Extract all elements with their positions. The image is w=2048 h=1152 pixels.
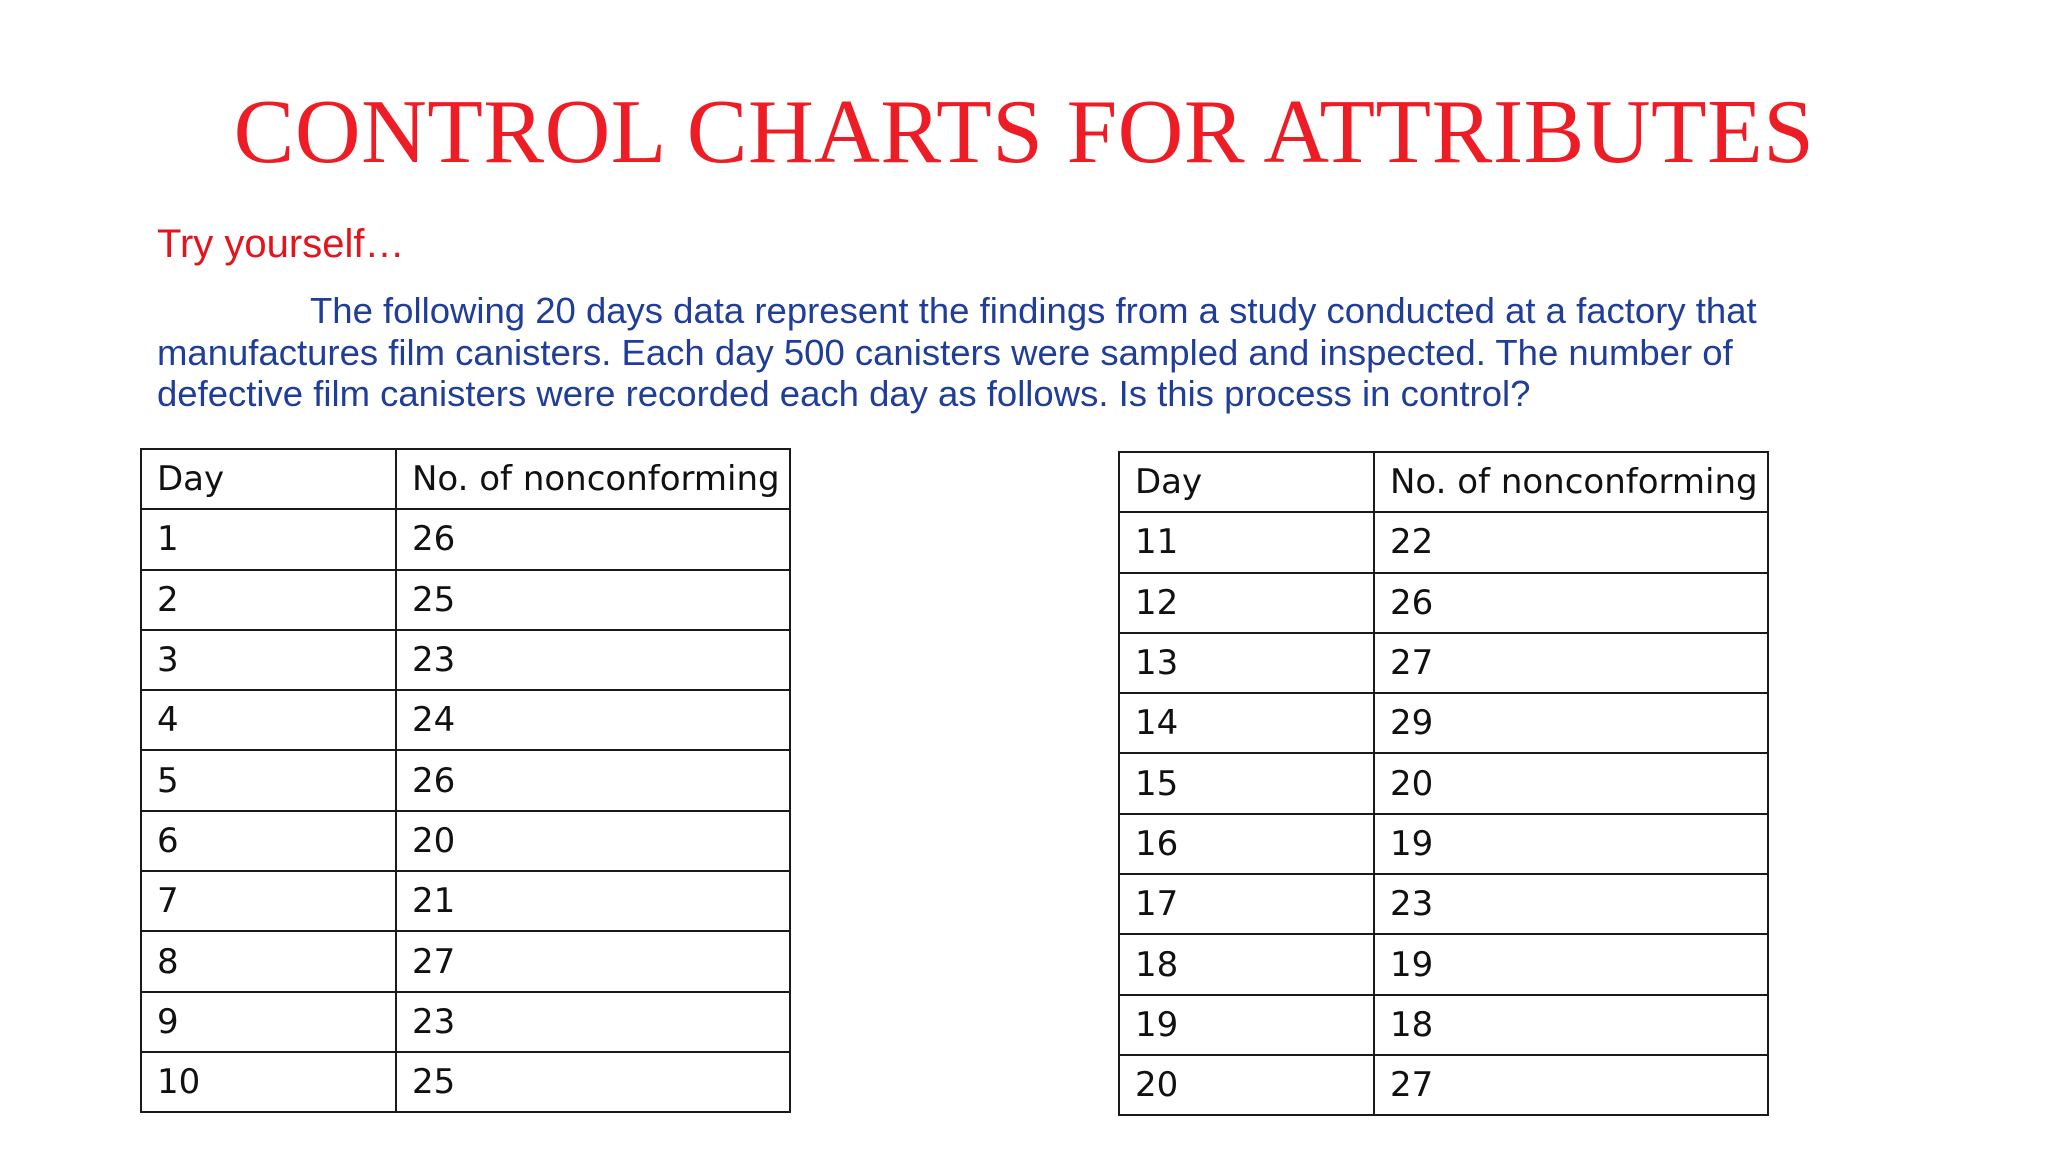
cell-nonconforming: 22: [1374, 512, 1768, 572]
subtitle: Try yourself…: [157, 222, 405, 266]
cell-nonconforming: 26: [1374, 573, 1768, 633]
cell-nonconforming: 24: [396, 690, 790, 750]
header-day: Day: [1119, 452, 1374, 512]
slide-title: CONTROL CHARTS FOR ATTRIBUTES: [233, 81, 1815, 182]
table-row: [141, 690, 790, 750]
cell-day: 13: [1119, 633, 1374, 693]
table-row: [1119, 753, 1768, 813]
cell-day: 6: [141, 811, 396, 871]
cell-day: 1: [141, 509, 396, 569]
table-row: [1119, 693, 1768, 753]
cell-day: 2: [141, 570, 396, 630]
header-day: Day: [141, 449, 396, 509]
table-header-row: [1119, 452, 1768, 512]
cell-nonconforming: 27: [1374, 633, 1768, 693]
table-row: [141, 750, 790, 810]
cell-day: 3: [141, 630, 396, 690]
cell-nonconforming: 26: [396, 509, 790, 569]
table-row: [1119, 995, 1768, 1055]
problem-line: defective film canisters were recorded each day as follows. Is this process in control?: [157, 373, 1531, 414]
defects-table-days-1-10: [140, 448, 791, 1113]
cell-nonconforming: 23: [396, 992, 790, 1052]
defects-table-days-11-20: [1118, 451, 1769, 1116]
table-row: [141, 871, 790, 931]
cell-nonconforming: 23: [396, 630, 790, 690]
cell-nonconforming: 27: [396, 931, 790, 991]
table-row: [141, 509, 790, 569]
cell-day: 15: [1119, 753, 1374, 813]
table-row: [1119, 814, 1768, 874]
cell-nonconforming: 18: [1374, 995, 1768, 1055]
cell-nonconforming: 20: [396, 811, 790, 871]
cell-day: 9: [141, 992, 396, 1052]
cell-day: 19: [1119, 995, 1374, 1055]
cell-day: 11: [1119, 512, 1374, 572]
table-header-row: [141, 449, 790, 509]
cell-day: 10: [141, 1052, 396, 1112]
cell-day: 8: [141, 931, 396, 991]
table-row: [1119, 633, 1768, 693]
table-row: [1119, 512, 1768, 572]
cell-day: 7: [141, 871, 396, 931]
table-row: [141, 1052, 790, 1112]
table-row: [141, 570, 790, 630]
table-row: [141, 992, 790, 1052]
cell-day: 16: [1119, 814, 1374, 874]
cell-nonconforming: 29: [1374, 693, 1768, 753]
cell-day: 20: [1119, 1055, 1374, 1115]
problem-line: manufactures film canisters. Each day 500 canisters were sampled and inspected. The number of: [157, 331, 1733, 373]
cell-nonconforming: 23: [1374, 874, 1768, 934]
cell-day: 5: [141, 750, 396, 810]
table-row: [1119, 573, 1768, 633]
cell-day: 14: [1119, 693, 1374, 753]
table-row: [141, 630, 790, 690]
table-row: [1119, 1055, 1768, 1115]
problem-line: The following 20 days data represent the findings from a study conducted at a factory that: [310, 290, 1757, 331]
table-row: [1119, 874, 1768, 934]
cell-day: 18: [1119, 934, 1374, 994]
problem-statement: [157, 290, 1877, 415]
cell-nonconforming: 25: [396, 1052, 790, 1112]
table-row: [141, 931, 790, 991]
cell-nonconforming: 27: [1374, 1055, 1768, 1115]
header-nonconforming: No. of nonconforming: [396, 449, 790, 509]
cell-day: 17: [1119, 874, 1374, 934]
cell-nonconforming: 19: [1374, 814, 1768, 874]
cell-nonconforming: 25: [396, 570, 790, 630]
cell-nonconforming: 21: [396, 871, 790, 931]
cell-nonconforming: 20: [1374, 753, 1768, 813]
cell-nonconforming: 26: [396, 750, 790, 810]
table-row: [141, 811, 790, 871]
header-nonconforming: No. of nonconforming: [1374, 452, 1768, 512]
cell-nonconforming: 19: [1374, 934, 1768, 994]
cell-day: 4: [141, 690, 396, 750]
cell-day: 12: [1119, 573, 1374, 633]
table-row: [1119, 934, 1768, 994]
